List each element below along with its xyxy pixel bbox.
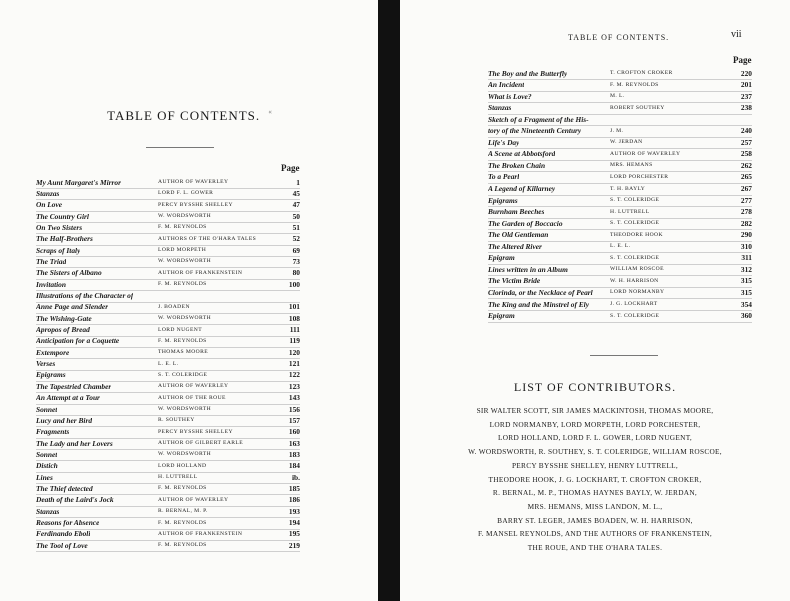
contributors-line: LORD HOLLAND, LORD F. L. GOWER, LORD NUGENT, xyxy=(497,433,693,443)
entry-author: LORD MORPETH xyxy=(158,247,207,254)
entry-title: An Attempt at a Tour xyxy=(36,393,100,403)
entry-title: The King and the Minstrel of Ely xyxy=(488,299,590,309)
entry-author: LORD HOLLAND xyxy=(158,462,207,469)
entry-page-number: 220 xyxy=(740,68,752,78)
entry-author: W. WORDSWORTH xyxy=(158,258,212,265)
contributors-line: R. BERNAL, M. P., THOMAS HAYNES BAYLY, W. JERDAN, xyxy=(492,488,698,498)
entry-page-number: 184 xyxy=(288,461,300,471)
entry-author: AUTHOR OF WAVERLEY xyxy=(610,150,681,157)
entry-page-number: 156 xyxy=(288,404,300,414)
entry-page-number: 47 xyxy=(292,200,300,210)
entry-page-number: 121 xyxy=(288,359,300,369)
entry-title: Death of the Laird's Jock xyxy=(36,495,114,505)
entry-page-number: 183 xyxy=(288,449,300,459)
entry-page-number: 315 xyxy=(740,276,752,286)
page-column-header: Page xyxy=(281,163,300,173)
entry-author: AUTHOR OF WAVERLEY xyxy=(158,496,229,503)
entry-title: The Tapestried Chamber xyxy=(36,381,112,391)
entry-page-number: 1 xyxy=(296,177,300,187)
toc-entry xyxy=(36,539,300,552)
entry-title: Lucy and her Bird xyxy=(36,415,93,425)
entry-title: Sketch of a Fragment of the His- xyxy=(488,114,589,124)
entry-title: Clorinda, or the Necklace of Pearl xyxy=(488,287,593,297)
entry-title: The Thief detected xyxy=(36,483,93,493)
contributors-line: LORD NORMANBY, LORD MORPETH, LORD PORCHESTER, xyxy=(489,419,701,429)
title-rule xyxy=(146,147,214,148)
entry-author: L. E. L. xyxy=(610,243,631,250)
entry-title: Fragments xyxy=(36,427,70,437)
entry-page-number: 237 xyxy=(740,91,752,101)
entry-page-number: 163 xyxy=(288,438,300,448)
entry-page-number: 123 xyxy=(288,381,300,391)
entry-author: J. M. xyxy=(610,127,624,134)
entry-author: LORD NUGENT xyxy=(158,326,203,333)
contributors-line: SIR WALTER SCOTT, SIR JAMES MACKINTOSH, THOMAS MOORE, xyxy=(476,406,714,415)
entry-author: W. JERDAN xyxy=(610,139,643,146)
entry-page-number: 312 xyxy=(740,264,752,274)
entry-page-number: 73 xyxy=(292,256,300,266)
entry-title: Burnham Beeches xyxy=(488,207,545,217)
entry-author: THEODORE HOOK xyxy=(610,231,663,238)
entry-page-number: 262 xyxy=(740,160,752,170)
entry-author: F. M. REYNOLDS xyxy=(158,337,207,344)
left-page xyxy=(0,0,378,601)
entry-page-number: 282 xyxy=(740,218,752,228)
entry-title: The Country Girl xyxy=(36,211,89,221)
entry-page-number: 257 xyxy=(740,137,752,147)
entry-title: On Two Sisters xyxy=(36,222,83,232)
entry-title: Extempore xyxy=(36,347,70,357)
entry-title: Lines xyxy=(36,472,53,482)
entry-author: F. M. REYNOLDS xyxy=(610,81,659,88)
entry-author: W. H. HARRISON xyxy=(610,277,659,284)
contributors-line: BARRY ST. LEGER, JAMES BOADEN, W. H. HARRISON, xyxy=(497,515,693,525)
entry-title: The Old Gentleman xyxy=(488,230,549,240)
entry-author: T. H. BAYLY xyxy=(610,185,646,192)
entry-author: MRS. HEMANS xyxy=(610,162,653,169)
entry-title: Sonnet xyxy=(36,449,58,459)
entry-page-number: 122 xyxy=(288,370,300,380)
entry-page-number: 311 xyxy=(741,253,752,263)
entry-page-number: 277 xyxy=(740,195,752,205)
entry-title: Distich xyxy=(36,461,58,471)
entry-title: Life's Day xyxy=(488,137,520,147)
entry-title: Stanzas xyxy=(36,188,60,198)
entry-author: LORD NORMANBY xyxy=(610,289,665,296)
entry-page-number: 258 xyxy=(740,149,752,159)
contributors-line: W. WORDSWORTH, R. SOUTHEY, S. T. COLERIDGE, WILLIAM ROSCOE, xyxy=(468,447,722,457)
entry-title: An Incident xyxy=(488,80,525,90)
entry-author: S. T. COLERIDGE xyxy=(610,197,660,204)
entry-title: To a Pearl xyxy=(488,172,520,182)
entry-title: The Wishing-Gate xyxy=(36,313,92,323)
entry-author: T. CROFTON CROKER xyxy=(610,70,673,76)
entry-title: The Victim Bride xyxy=(488,276,541,286)
entry-author: M. L. xyxy=(610,93,625,100)
entry-title: The Boy and the Butterfly xyxy=(488,68,568,78)
entry-author: S. T. COLERIDGE xyxy=(158,371,208,378)
entry-title: The Lady and her Lovers xyxy=(36,438,113,448)
entry-author: ROBERT SOUTHEY xyxy=(610,104,665,111)
entry-page-number: 315 xyxy=(740,287,752,297)
entry-author: PERCY BYSSHE SHELLEY xyxy=(158,201,233,208)
entry-author: R. BERNAL, M. P. xyxy=(158,508,208,515)
entry-author: AUTHOR OF FRANKENSTEIN xyxy=(158,530,243,537)
entry-page-number: 238 xyxy=(740,103,752,113)
entry-author: J. BOADEN xyxy=(158,303,190,310)
book-gutter xyxy=(378,0,400,601)
entry-title: What is Love? xyxy=(488,91,532,101)
entry-author: LORD PORCHESTER xyxy=(610,173,669,180)
entry-page-number: 69 xyxy=(292,245,300,255)
entry-author: S. T. COLERIDGE xyxy=(610,312,660,319)
entry-title: The Broken Chain xyxy=(488,160,546,170)
entry-page-number: 100 xyxy=(288,279,300,289)
entry-title: Anticipation for a Coquette xyxy=(36,336,120,346)
toc-title-mark: « xyxy=(268,108,273,116)
entry-author: J. G. LOCKHART xyxy=(610,301,658,307)
entry-title: Invitation xyxy=(36,279,66,289)
entry-title: The Half-Brothers xyxy=(36,234,93,244)
entry-author: L. E. L. xyxy=(158,360,179,367)
entry-title: The Tool of Love xyxy=(36,540,88,550)
running-head: TABLE OF CONTENTS. xyxy=(568,33,670,42)
entry-page-number: 119 xyxy=(289,336,300,346)
entry-page-number: 185 xyxy=(288,483,300,493)
entry-title: Epigrams xyxy=(488,195,518,205)
entry-author: AUTHOR OF GILBERT EARLE xyxy=(158,440,244,447)
entry-page-number: 52 xyxy=(292,234,300,244)
entry-author: S. T. COLERIDGE xyxy=(610,220,660,227)
entry-page-number: 195 xyxy=(288,529,300,539)
entry-author: F. M. REYNOLDS xyxy=(158,542,207,549)
right-page xyxy=(400,0,790,601)
entry-title: Lines written in an Album xyxy=(488,264,568,274)
entry-page-number: 240 xyxy=(740,126,752,136)
entry-author: W. WORDSWORTH xyxy=(158,406,212,412)
entry-page-number: 194 xyxy=(288,518,300,527)
contributors-line: THE ROUE, AND THE O'HARA TALES. xyxy=(527,543,663,552)
contributors-line: MRS. HEMANS, MISS LANDON, M. L., xyxy=(527,501,663,511)
toc-title-text: TABLE OF CONTENTS. xyxy=(107,108,261,123)
entry-author: LORD F. L. GOWER xyxy=(158,190,214,197)
entry-author: F. M. REYNOLDS xyxy=(158,485,207,492)
page-folio: vii xyxy=(731,29,742,40)
contributors-line: THEODORE HOOK, J. G. LOCKHART, T. CROFTON CROKER, xyxy=(488,474,702,484)
entry-author: S. T. COLERIDGE xyxy=(610,254,660,261)
contributors-line: F. MANSEL REYNOLDS, AND THE AUTHORS OF FRANKENSTEIN, xyxy=(478,529,712,539)
entry-title: Epigram xyxy=(488,311,515,321)
entry-author: W. WORDSWORTH xyxy=(158,315,212,322)
page-column-header: Page xyxy=(733,55,752,65)
entry-title: My Aunt Margaret's Mirror xyxy=(36,177,121,187)
entry-author: F. M. REYNOLDS xyxy=(158,224,207,231)
entry-page-number: 267 xyxy=(740,184,752,193)
entry-author: THOMAS MOORE xyxy=(158,349,209,356)
entry-author: W. WORDSWORTH xyxy=(158,451,212,458)
entry-page-number: 143 xyxy=(288,393,300,403)
entry-author: WILLIAM ROSCOE xyxy=(610,266,664,273)
entry-page-number: 111 xyxy=(289,325,300,335)
entry-title: Stanzas xyxy=(488,103,512,113)
entry-title: Epigrams xyxy=(36,370,66,380)
entry-title: Reasons for Absence xyxy=(36,518,100,527)
entry-page-number: 310 xyxy=(740,241,752,251)
entry-title: tory of the Nineteenth Century xyxy=(488,126,582,136)
contributors-title: LIST OF CONTRIBUTORS. xyxy=(513,380,677,394)
entry-page-number: 101 xyxy=(288,302,300,312)
entry-author: AUTHOR OF WAVERLEY xyxy=(158,179,229,185)
entry-page-number: 51 xyxy=(292,222,300,232)
entry-page-number: 219 xyxy=(288,540,300,550)
entry-page-number: 80 xyxy=(292,268,300,278)
entry-page-number: 360 xyxy=(740,311,752,321)
entry-page-number: ib. xyxy=(291,472,300,482)
entry-author: H. LUTTRELL xyxy=(158,474,198,481)
entry-page-number: 108 xyxy=(288,313,300,323)
entry-page-number: 186 xyxy=(288,495,300,505)
entry-title: Stanzas xyxy=(36,506,60,516)
entry-page-number: 50 xyxy=(292,211,300,221)
entry-title: Illustrations of the Character of xyxy=(36,291,134,300)
entry-author: F. M. REYNOLDS xyxy=(158,281,207,288)
entry-title: Verses xyxy=(36,359,56,369)
entry-title: The Sisters of Albano xyxy=(36,268,102,278)
entry-page-number: 120 xyxy=(288,347,300,357)
entry-page-number: 278 xyxy=(740,207,752,217)
entry-title: Scraps of Italy xyxy=(36,245,81,255)
entry-author: H. LUTTRELL xyxy=(610,208,650,215)
entry-title: A Legend of Killarney xyxy=(488,184,556,193)
entry-title: Sonnet xyxy=(36,404,58,414)
section-rule xyxy=(590,355,658,356)
entry-page-number: 201 xyxy=(740,80,752,90)
entry-title: Anne Page and Slender xyxy=(36,302,109,312)
entry-author: F. M. REYNOLDS xyxy=(158,519,207,526)
entry-title: The Altered River xyxy=(488,241,542,251)
entry-title: Epigram xyxy=(488,253,515,263)
entry-author: R. SOUTHEY xyxy=(158,417,195,424)
entry-title: On Love xyxy=(36,200,63,210)
entry-page-number: 45 xyxy=(292,188,300,198)
entry-page-number: 265 xyxy=(740,172,752,182)
entry-author: W. WORDSWORTH xyxy=(158,213,212,220)
entry-author: AUTHOR OF THE ROUE xyxy=(158,394,226,401)
contributors-line: PERCY BYSSHE SHELLEY, HENRY LUTTRELL, xyxy=(511,460,679,470)
entry-title: The Triad xyxy=(36,256,67,266)
entry-author: AUTHOR OF FRANKENSTEIN xyxy=(158,269,243,276)
entry-page-number: 193 xyxy=(288,506,300,516)
entry-title: A Scene at Abbotsford xyxy=(488,149,556,159)
toc-entry xyxy=(488,310,752,323)
entry-page-number: 157 xyxy=(288,415,300,425)
entry-page-number: 354 xyxy=(740,299,752,309)
entry-title: Ferdinando Eboli xyxy=(36,529,91,539)
entry-author: AUTHOR OF WAVERLEY xyxy=(158,383,229,390)
entry-page-number: 160 xyxy=(288,427,300,437)
entry-title: Apropos of Bread xyxy=(36,325,90,335)
entry-title: The Garden of Boccacio xyxy=(488,218,563,228)
entry-author: AUTHORS OF THE O'HARA TALES xyxy=(158,235,257,242)
entry-page-number: 290 xyxy=(740,230,752,240)
toc-title xyxy=(20,108,360,124)
entry-author: PERCY BYSSHE SHELLEY xyxy=(158,428,233,435)
